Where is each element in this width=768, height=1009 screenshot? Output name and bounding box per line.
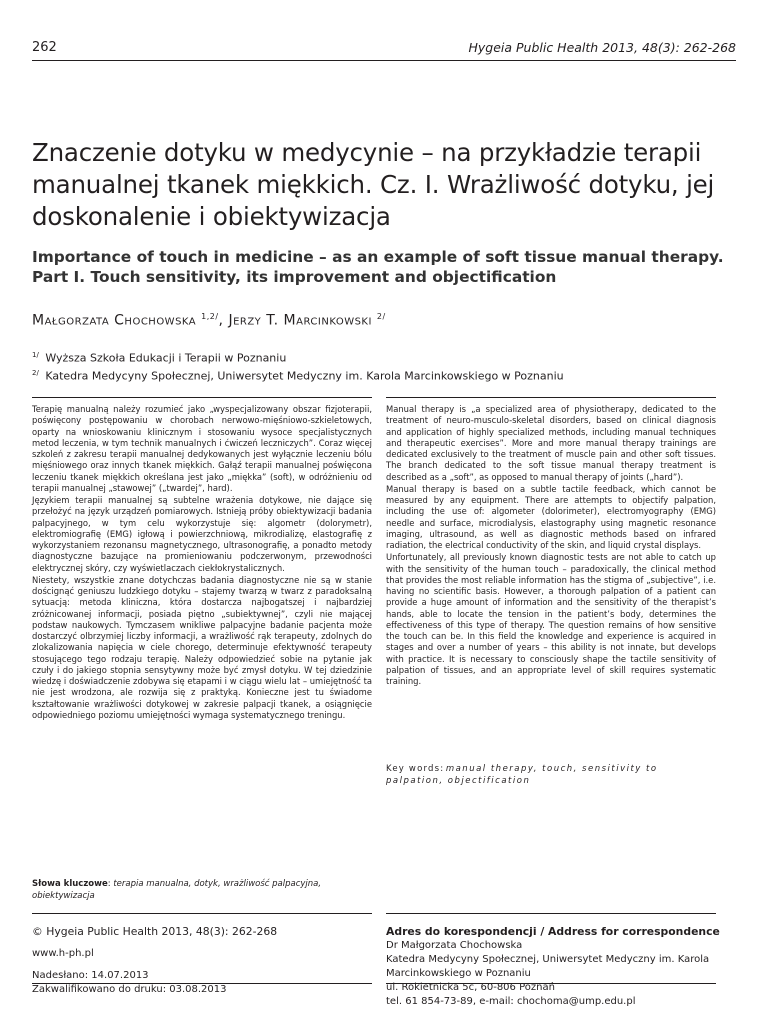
correspondence-institution: Marcinkowskiego w Poznaniu — [386, 968, 531, 979]
copyright-line: © Hygeia Public Health 2013, 48(3): 262-268 — [32, 925, 278, 938]
abstract-english — [386, 404, 716, 688]
title-polish-line: Znaczenie dotyku w medycynie – na przykładzie terapii — [32, 138, 702, 167]
author-name: Jerzy T. Marcinkowski — [228, 312, 372, 329]
abstract-top-rule-left — [32, 397, 372, 398]
meta-bottom-rule-right — [386, 983, 716, 984]
abstract-paragraph: Niestety, wszystkie znane dotychczas badania diagnostyczne nie są w stanie doścignąć geniuszu ludzkiego dotyku – stajemy twarzą w twarz z paradoksalną sytuacją: metoda kliniczna, która dostarcza najbogatszej i najbardziej zróżnicowanej informacji, posiada piętno „subiektywnej”, czyli nie mającej podstaw naukowych. Tymczasem wnikliwe palpacyjne badanie pacjenta może dostarczyć olbrzymiej liczby informacji, a wrażliwość rąk terapeuty, zdolnych do zlokalizowania napięcia w ciele chorego, determinuje efektywność terapeuty stosującego tego rodzaju terapię. Należy odpowiedzieć sobie na pytanie jak czuły i do jakiego stopnia sensytywny może być zmysł dotyku. W tej dziedzinie wiedzę i doświadczenie zdobywa się etapami i w ciągu wielu lat – umiejętność ta nie jest wrodzona, ale rozwija się z praktyką. Konieczne jest tu świadome kształtowanie wrażliwości dotykowej w zakresie palpacji tkanek, a osiągnięcie odpowiedniego poziomu umiejętności wymaga systematycznego treningu. — [32, 574, 372, 720]
abstract-paragraph: Unfortunately, all previously known diagnostic tests are not able to catch up with the sensitivity of the human touch – paradoxically, the clinical method that provides the most reliable information has the stigma of „subjective”, i.e. having no scientific basis. However, a thorough palpation of a patient can provide a huge amount of information and the sensitivity of the therapist’s hands, able to locate the tension in the patient’s body, determines the effectiveness of this type of therapy. The question remains of how sensitive the touch can be. In this field the knowledge and experience is acquired in stages and over a number of years – this ability is not innate, but develops with practice. It is necessary to consciously shape the tactile sensitivity of palpation of tissues, and an appropriate level of skill requires systematic training. — [386, 552, 716, 686]
abstract-paragraph: Manual therapy is „a specialized area of physiotherapy, dedicated to the treatment of neuro-musculo-skeletal disorders, based on clinical diagnosis and application of highly specialized methods, including manual techniques and therapeutic exercises”. More and more manual therapy trainings are dedicated exclusively to the treatment of muscle pain and other soft tissues. The branch dedicated to the soft tissue manual therapy treatment is described as a „soft”, as opposed to manual therapy of joints („hard”). — [386, 404, 716, 482]
keywords-label: Key words — [386, 764, 441, 774]
title-english-line: Part I. Touch sensitivity, its improvement and objectification — [32, 268, 557, 286]
authors-line — [32, 312, 386, 329]
journal-citation: Hygeia Public Health 2013, 48(3): 262-268 — [468, 40, 736, 55]
correspondence-contact: tel. 61 854-73-89, e-mail: chochoma@ump.edu.pl — [386, 996, 636, 1007]
correspondence-institution: Katedra Medycyny Społecznej, Uniwersytet Medyczny im. Karola — [386, 954, 710, 965]
title-english-line: Importance of touch in medicine – as an example of soft tissue manual therapy. — [32, 248, 724, 266]
correspondence-name: Dr Małgorzata Chochowska — [386, 940, 523, 951]
affiliation-number: 1/ — [32, 351, 39, 359]
abstract-paragraph: Manual therapy is based on a subtle tactile feedback, which cannot be measured by any equipment. There are attempts to objectify palpation, including the use of: algometer (dolorimeter), electromyography (EMG) needle and surface, microdialysis, elastography using magnetic resonance imaging, ultrasound, as well as diagnostic methods based on infrared radiation, the electrical conductivity of the skin, and liquid crystal displays. — [386, 483, 716, 550]
title-english — [32, 247, 747, 287]
affiliation-item — [32, 348, 564, 366]
affiliations — [32, 348, 564, 383]
abstract-paragraph: Językiem terapii manualnej są subtelne wrażenia dotykowe, nie dające się przełożyć na język urządzeń pomiarowych. Istnieją próby obiektywizacji badania palpacyjnego, w tym celu wykorzystuje się: algometr (dolorymetr), elektromiografię (EMG) igłową i powierzchniową, mikrodializę, elastografię z wykorzystaniem rezonansu magnetycznego, ultrasonografię, a ponadto metody diagnostyczne bazujące na promieniowaniu podczerwonym, przewodności elektrycznej skóry, czy wyświetlaczach ciekłokrystalicznych. — [32, 495, 372, 573]
affiliation-text: Katedra Medycyny Społecznej, Uniwersytet Medyczny im. Karola Marcinkowskiego w Poznaniu — [45, 369, 564, 383]
meta-top-rule-right — [386, 913, 716, 914]
title-polish — [32, 137, 737, 233]
keywords-polish: Słowa kluczowe: terapia manualna, dotyk, wrażliwość palpacyjna, obiektywizacja — [32, 879, 322, 901]
correspondence-block — [386, 925, 726, 1009]
meta-bottom-rule-left — [32, 983, 372, 984]
correspondence-street: ul. Rokietnicka 5c, 60-806 Poznań — [386, 982, 555, 993]
article-meta — [32, 925, 277, 997]
author-separator: , — [218, 312, 224, 329]
author-affil-ref: 2/ — [376, 312, 386, 321]
keywords-text: terapia manualna, dotyk, wrażliwość palpacyjna, obiektywizacja — [32, 879, 322, 901]
abstract-top-rule-right — [386, 397, 716, 398]
running-header — [32, 40, 736, 61]
abstract-polish — [32, 404, 372, 722]
accepted-date: Zakwalifikowano do druku: 03.08.2013 — [32, 984, 227, 995]
affiliation-item — [32, 366, 564, 384]
meta-top-rule-left — [32, 913, 372, 914]
affiliation-number: 2/ — [32, 368, 39, 377]
author-name: Małgorzata Chochowska — [32, 312, 197, 329]
author-affil-ref: 1,2/ — [201, 312, 219, 321]
received-date: Nadesłano: 14.07.2013 — [32, 970, 149, 981]
title-polish-line: doskonalenie i obiektywizacja — [32, 202, 391, 231]
keywords-english: Key words: manual therapy, touch, sensitivity to palpation, objectification — [386, 764, 658, 786]
correspondence-heading: Adres do korespondencji / Address for correspondence — [386, 925, 720, 938]
keywords-text: manual therapy, touch, sensitivity to palpation, objectification — [386, 764, 658, 786]
keywords-label: Słowa kluczowe — [32, 879, 108, 889]
journal-url[interactable]: www.h-ph.pl — [32, 948, 94, 959]
affiliation-text: Wyższa Szkoła Edukacji i Terapii w Poznaniu — [45, 351, 287, 365]
title-polish-line: manualnej tkanek miękkich. Cz. I. Wrażliwość dotyku, jej — [32, 170, 715, 199]
abstract-paragraph: Terapię manualną należy rozumieć jako „wyspecjalizowany obszar fizjoterapii, poświęcony postępowaniu w chorobach nerwowo-mięśniowo-szkieletowych, oparty na wnioskowaniu klinicznym i stosowaniu wysoce specjalistycznych metod leczenia, w tym technik manualnych i ćwiczeń leczniczych”. Coraz więcej szkoleń z zakresu terapii manualnej dedykowanych jest wyłącznie leczeniu bólu mięśniowego oraz innych tkanek miękkich. Gałąź terapii manualnej poświęcona leczeniu tkanek miękkich określana jest jako „miękka” (soft), w odróżnieniu od terapii manualnej „stawowej” („twardej”, hard). — [32, 404, 372, 493]
page-number: 262 — [32, 40, 57, 55]
